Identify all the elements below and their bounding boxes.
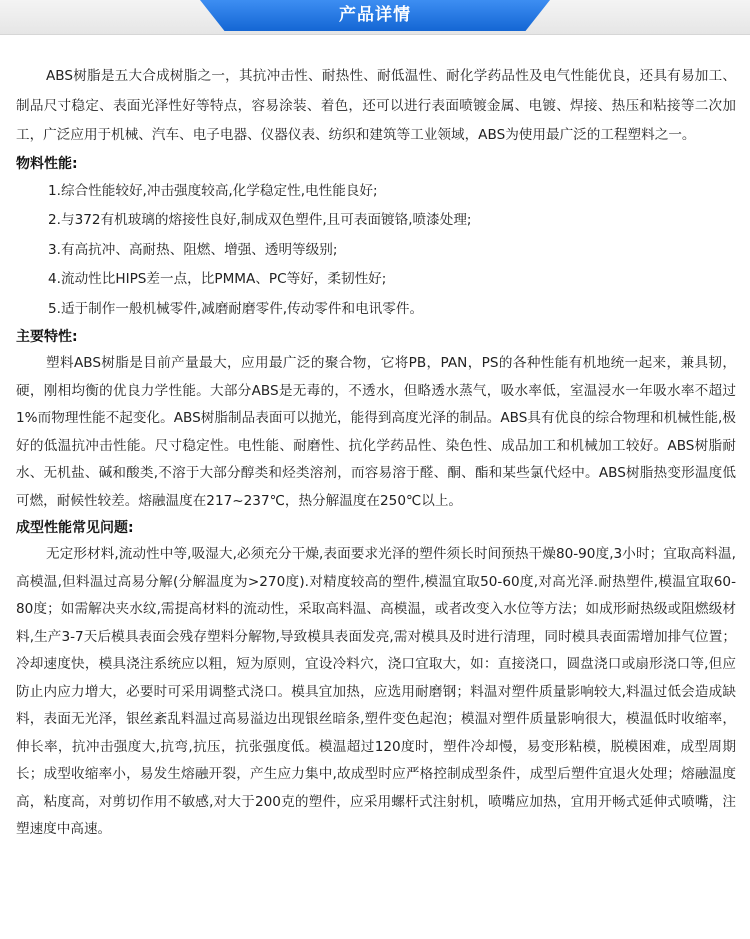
material-item: 2.与372有机玻璃的熔接性良好,制成双色塑件,且可表面镀铬,喷漆处理; [48, 212, 472, 228]
features-paragraph: 塑料ABS树脂是目前产量最大，应用最广泛的聚合物，它将PB，PAN，PS的各种性能有机地统一起来，兼具韧，硬，刚相均衡的优良力学性能。大部分ABS是无毒的，不透水，但略透水蒸气，吸水率低，室温浸水一年吸水率不超过1%而物理性能不起变化。ABS树脂制品表面可以抛光，能得到高度光泽的制品。ABS具有优良的综合物理和机械性能,极好的低温抗冲击性能。尺寸稳定性。电性能、耐磨性、抗化学药品性、染色性、成品加工和机械加工较好。ABS树脂耐水、无机盐、碱和酸类,不溶于大部分醇类和烃类溶剂，而容易溶于醛、酮、酯和某些氯代烃中。ABS树脂热变形温度低可燃，耐候性较差。熔融温度在217~237℃，热分解温度在250℃以上。 [16, 355, 736, 509]
features-heading: 主要特性: [16, 329, 78, 345]
page-title: 产品详情 [339, 5, 411, 25]
material-item: 3.有高抗冲、高耐热、阻燃、增强、透明等级别; [48, 241, 338, 258]
product-description [16, 62, 736, 844]
material-item: 4.流动性比HIPS差一点，比PMMA、PC等好，柔韧性好; [48, 271, 387, 287]
material-heading: 物料性能: [16, 155, 78, 172]
material-item: 5.适于制作一般机械零件,减磨耐磨零件,传动零件和电讯零件。 [48, 300, 424, 317]
intro-paragraph: ABS树脂是五大合成树脂之一，其抗冲击性、耐热性、耐低温性、耐化学药品性及电气性能优良，还具有易加工、制品尺寸稳定、表面光泽性好等特点，容易涂装、着色，还可以进行表面喷镀金属、电镀、焊接、热压和粘接等二次加工，广泛应用于机械、汽车、电子电器、仪器仪表、纺织和建筑等工业领域，ABS为使用最广泛的工程塑料之一。 [16, 68, 736, 143]
molding-paragraph: 无定形材料,流动性中等,吸湿大,必须充分干燥,表面要求光泽的塑件须长时间预热干燥80-90度,3小时；宜取高料温,高模温,但料温过高易分解(分解温度为>270度).对精度较高的塑件,模温宜取50-60度,对高光泽.耐热塑件,模温宜取60-80度；如需解决夹水纹,需提高材料的流动性，采取高料温、高模温，或者改变入水位等方法；如成形耐热级或阻燃级材料,生产3-7天后模具表面会残存塑料分解物,导致模具表面发亮,需对模具及时进行清理，同时模具表面需增加排气位置；冷却速度快，模具浇注系统应以粗，短为原则，宜设冷料穴，浇口宜取大，如：直接浇口，圆盘浇口或扇形浇口等,但应防止内应力增大，必要时可采用调整式浇口。模具宜加热，应选用耐磨钢；料温对塑件质量影响较大,料温过低会造成缺料，表面无光泽，银丝紊乱料温过高易溢边出现银丝暗条,塑件变色起泡；模温对塑件质量影响很大，模温低时收缩率，伸长率，抗冲击强度大,抗弯,抗压，抗张强度低。模温超过120度时，塑件冷却慢，易变形粘模，脱模困难，成型周期长；成型收缩率小，易发生熔融开裂，产生应力集中,故成型时应严格控制成型条件，成型后塑件宜退火处理；熔融温度高，粘度高，对剪切作用不敏感,对大于200克的塑件，应采用螺杆式注射机，喷嘴应加热，宜用开畅式延伸式喷嘴，注塑速度中高速。 [16, 546, 736, 837]
molding-heading: 成型性能常见问题: [16, 520, 134, 536]
material-item: 1.综合性能较好,冲击强度较高,化学稳定性,电性能良好; [48, 182, 378, 199]
